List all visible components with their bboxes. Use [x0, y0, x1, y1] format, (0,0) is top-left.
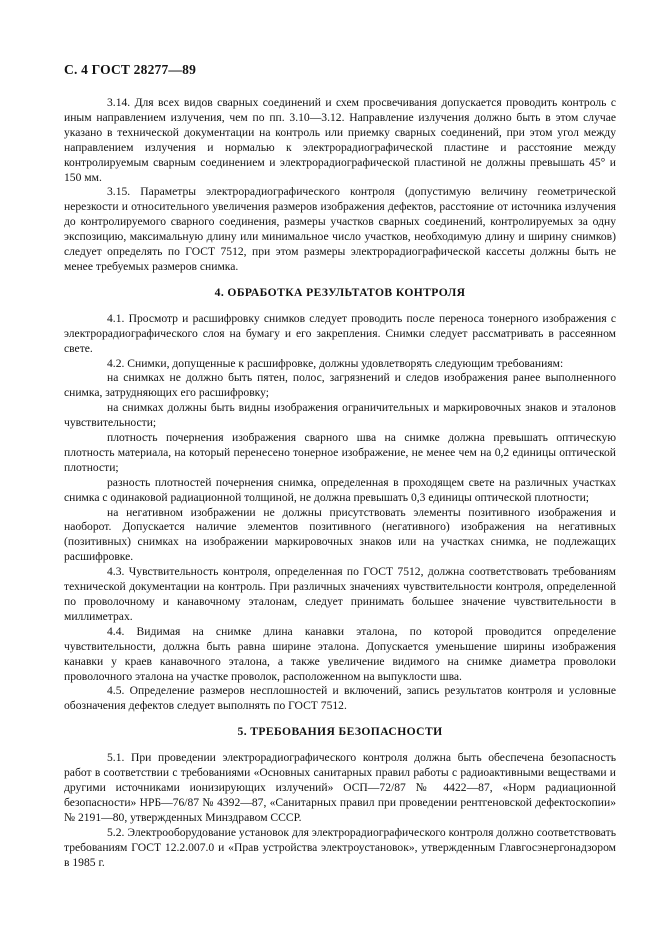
- paragraph-3-15: 3.15. Параметры электрорадиографического контроля (допустимую величину геометрической нерезкости и относительного увеличения размеров изображения дефектов, расстояние от источника излучения до контролируемого сварного соединения, размеры участков сварных соединений, контролируемых за одну экспозицию, максимальную длину или минимальное число участков, необходимую длину и ширину снимков) следует определять по ГОСТ 7512, при этом размеры электрорадиографической кассеты должны быть не менее требуемых размеров снимка.: [64, 185, 616, 273]
- page-content: [64, 96, 616, 870]
- section-5-heading: 5. ТРЕБОВАНИЯ БЕЗОПАСНОСТИ: [237, 725, 443, 739]
- page-header: С. 4 ГОСТ 28277—89: [64, 62, 197, 77]
- requirement-item: на негативном изображении не должны присутствовать элементы позитивного изображения и наоборот. Допускается наличие элементов позитивного (негативного) изображения на негативных (позитивных) снимках на изображении маркировочных знаков или на участках снимка, не подлежащих расшифровке.: [64, 505, 616, 564]
- paragraph-4-2: 4.2. Снимки, допущенные к расшифровке, должны удовлетворять следующим требованиям:: [107, 356, 564, 370]
- requirement-item: разность плотностей почернения снимка, определенная в проходящем свете на различных участках снимка с одинаковой радиационной толщиной, не должна превышать 0,3 единицы оптической плотности;: [64, 475, 616, 504]
- paragraph-4-1: 4.1. Просмотр и расшифровку снимков следует проводить после переноса тонерного изображения с электрорадиографического слоя на бумагу и его закрепления. Снимки следует рассматривать в рассеянном свете.: [64, 311, 616, 355]
- paragraph-4-4: 4.4. Видимая на снимке длина канавки эталона, по которой проводится определение чувствительности, должна быть равна ширине эталона. Допускается уменьшение ширины изображения канавки у краев канавочного эталона, а также увеличение видимого на снимке диаметра проволоки проволочного эталона на участке проволок, расположенном на выпуклости шва.: [64, 624, 616, 683]
- paragraph-4-3: 4.3. Чувствительность контроля, определенная по ГОСТ 7512, должна соответствовать требованиям технической документации на контроль. При различных значениях чувствительности контроля, определенной по проволочному и канавочному эталонам, следует принимать большее значение чувствительности в миллиметрах.: [64, 565, 616, 623]
- requirement-item: на снимках должны быть видны изображения ограничительных и маркировочных знаков и эталонов чувствительности;: [64, 401, 616, 430]
- paragraph-3-14: 3.14. Для всех видов сварных соединений и схем просвечивания допускается проводить контроль с иным направлением излучения, чем по пп. 3.10—3.12. Направление излучения должно быть в этом случае указано в технической документации на контроль или приемку сварных соединений, при этом угол между направлением излучения и нормалью к электрорадиографической пластине и расстояние между контролируемым сварным соединением и электрорадиографической пластиной не должны превышать 45° и 150 мм.: [64, 96, 616, 184]
- section-4-heading: 4. ОБРАБОТКА РЕЗУЛЬТАТОВ КОНТРОЛЯ: [214, 285, 466, 299]
- paragraph-5-1: 5.1. При проведении электрорадиографического контроля должна быть обеспечена безопасность работ в соответствии с требованиями «Основных санитарных правил работы с радиоактивными веществами и другими источниками ионизирующих излучений» ОСП—72/87 № 4422—87, «Норм радиационной безопасности» НРБ—76/87 № 4392—87, «Санитарных правил при проведении рентгеновской дефектоскопии» № 2191—80, утвержденных Минздравом СССР.: [64, 751, 616, 824]
- requirement-item: плотность почернения изображения сварного шва на снимке должна превышать оптическую плотность материала, на который перенесено тонерное изображение, не менее чем на 0,2 единицы оптической плотности;: [64, 431, 616, 474]
- requirement-item: на снимках не должно быть пятен, полос, загрязнений и следов изображения ранее выполненного снимка, затрудняющих его расшифровку;: [64, 371, 616, 400]
- paragraph-4-5: 4.5. Определение размеров несплошностей и включений, запись результатов контроля и условные обозначения дефектов следует выполнять по ГОСТ 7512.: [64, 684, 616, 713]
- paragraph-5-2: 5.2. Электрооборудование установок для электрорадиографического контроля должно соответствовать требованиям ГОСТ 12.2.007.0 и «Прав устройства электроустановок», утвержденным Главгосэнергонадзором в 1985 г.: [64, 825, 616, 869]
